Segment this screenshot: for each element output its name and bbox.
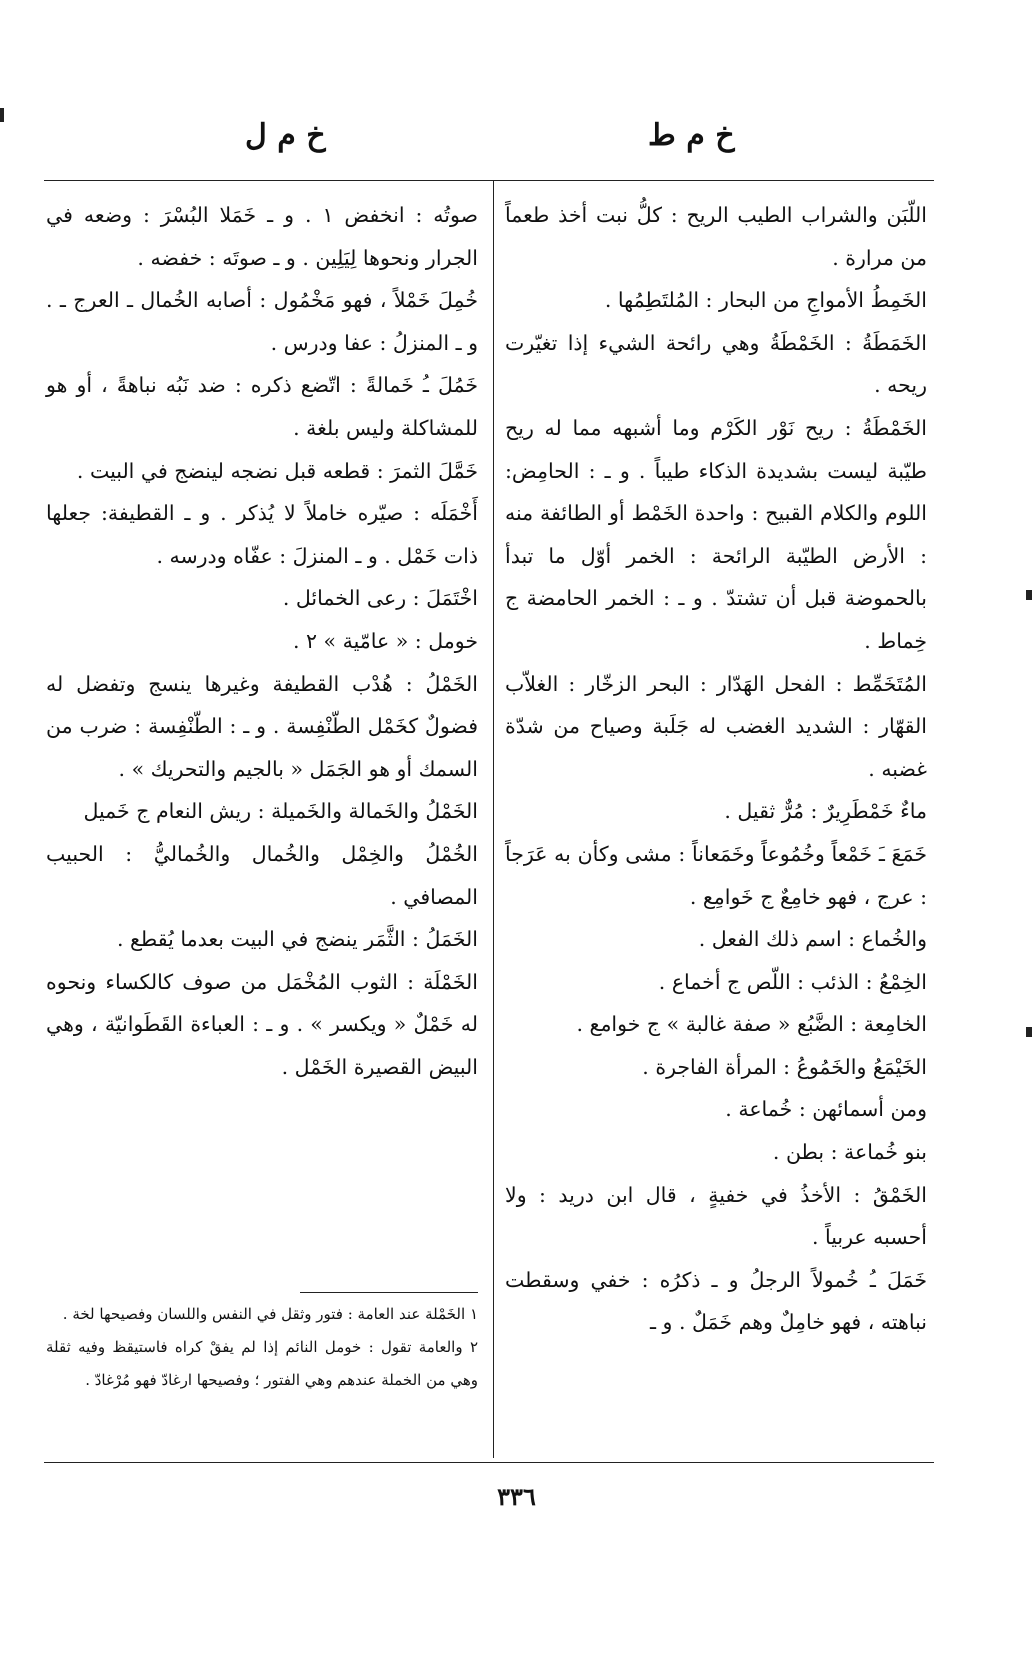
entry: أَخْمَلَه : صيّره خاملاً لا يُذكر . و ـ القطيفة: جعلها ذات خَمْل . و ـ المنزلَ : عفّاه ودرسه . [46, 501, 478, 568]
entry: ماءٌ خَمْطَرِيرٌ : مُرٌّ ثقيل . [724, 799, 927, 824]
entry: الخَيْمَعُ والخَمُوعُ : المرأة الفاجرة . [642, 1054, 927, 1079]
entry: ومن أسمائهن : خُماعة . [725, 1097, 927, 1122]
entry: الخَمْلُ : هُدْب القطيفة وغيرها ينسج وتفضل له فضولٌ كخَمْل الطّنْفِسة . و ـ : الطّنْفِسة : ضرب من السمك أو هو الجَمَل « بالجيم والتحريك » . [46, 671, 478, 781]
entry: الخِمْعُ : الذئب : اللّص ج أخماع . [658, 969, 927, 994]
header-rule [44, 180, 934, 181]
footnote-2: ٢ والعامة تقول : خومل النائم إذا لم يفقْ كراه فاستيقظ وفيه ثقلة وهي من الخملة عندهم وهي الفتور ؛ وفصيحها ارغادّ فهو مُرْغادّ . [46, 1338, 478, 1389]
entry: الخَمْقُ : الأخذُ في خفيةٍ ، قال ابن دريد : ولا أحسبه عربياً . [505, 1182, 927, 1250]
footnote-1: ١ الخَمْلة عند العامة : فتور وثقل في النفس واللسان وفصيحها لخة . [62, 1305, 478, 1323]
page-number: ٣٣٦ [497, 1482, 536, 1511]
column-divider [493, 180, 494, 1458]
entry: خُمِلَ خَمْلاً ، فهو مَخْمُول : أصابه الخُمال ـ العرج ـ . و ـ المنزلُ : عفا ودرس . [46, 288, 478, 355]
entry: الخَمِطُ الأمواجِ من البحار : المُلتَطِمُها . [604, 288, 927, 313]
footnote-rule [300, 1292, 478, 1293]
entry: اللّبَن والشراب الطيب الريح : كلُّ نبت أخذ طعماً من مرارة . [505, 203, 927, 270]
entry: خَمَعَ ـَ خَمْعاً وخُمُوعاً وخَمَعاناً : مشى وكأن به عَرَجاً : عرج ، فهو خامِعٌ ج خَوامِع . [505, 841, 927, 909]
right-column [505, 194, 927, 1344]
entry: الخَمَلُ : الثَّمَر ينضج في البيت بعدما يُقطع . [116, 927, 478, 952]
footer-rule [44, 1462, 934, 1463]
entry: خَمَلَ ـُ خُمولاً الرجلُ و ـ ذكرُه : خفي وسقطت نباهته ، فهو خامِلٌ وهم خَمَلٌ . و ـ [505, 1267, 927, 1335]
crop-mark [1026, 1027, 1032, 1037]
entry: الخامِعة : الضَّبُع « صفة غالبة » ج خوامع . [576, 1012, 927, 1037]
entry: الخَمْلُ والخَمالة والخَميلة : ريش النعام ج خَميل [83, 799, 478, 824]
header-root-right: خ م ط [648, 118, 735, 153]
crop-mark [1026, 590, 1032, 600]
entry: خومل : « عامّية » ٢ . [292, 628, 478, 653]
entry: خَمُلَ ـُ خَمالةً : اتّضع ذكره : ضد نَبُه نباهةً ، أو هو للمشاكلة وليس بلغة . [46, 373, 478, 440]
header-root-left: خ م ل [245, 118, 326, 153]
entry: الخَمْطَةُ : ريح نَوْر الكَرْم وما أشبهه مما له ريح طيّبة ليست بشديدة الذكاء طيباً . و ـ : الحامِض: اللوم والكلام القبيح : واحدة الخَمْط أو الطائفة منه : الأرض الطيّبة الرائحة : الخمر أوّل ما تبدأ بالحموضة قبل أن تشتدّ . و ـ : الخمر الحامضة ج خِماط . [505, 415, 927, 653]
entry: الخَمْلَة : الثوب المُخْمَل من صوف كالكساء ونحوه له خَمْلٌ « ويكسر » . و ـ : العباءة القَطَوانيّة ، وهي البيض القصيرة الخَمْل . [46, 969, 478, 1079]
entry: بنو خُماعة : بطن . [772, 1140, 927, 1165]
entry: خَمَّلَ الثمرَ : قطعه قبل نضجه لينضج في البيت . [76, 458, 478, 483]
entry: اخْتَمَلَ : رعى الخمائل . [282, 586, 478, 611]
entry: الخَمَطَةُ : الخَمْطَةُ وهي رائحة الشيء إذا تغيّرت ريحه . [505, 330, 927, 398]
crop-mark [0, 108, 4, 122]
left-column [46, 194, 478, 1088]
entry: الخُمْلُ والخِمْل والخُمال والخُماليُّ : الحبيب المصافي . [46, 841, 478, 909]
entry: صوتُه : انخفض ١ . و ـ خَمَلا البُسْرَ : وضعه في الجرار ونحوها لِيَلِين . و ـ صوتَه : خفضه . [46, 203, 478, 270]
footnotes [46, 1298, 478, 1397]
entry: والخُماع : اسم ذلك الفعل . [698, 927, 927, 952]
entry: المُتَخَمِّط : الفحل الهَدّار : البحر الزخّار : الغلاّب القهّار : الشديد الغضب له جَلَبة وصياح من شدّة غضبه . [505, 671, 927, 781]
